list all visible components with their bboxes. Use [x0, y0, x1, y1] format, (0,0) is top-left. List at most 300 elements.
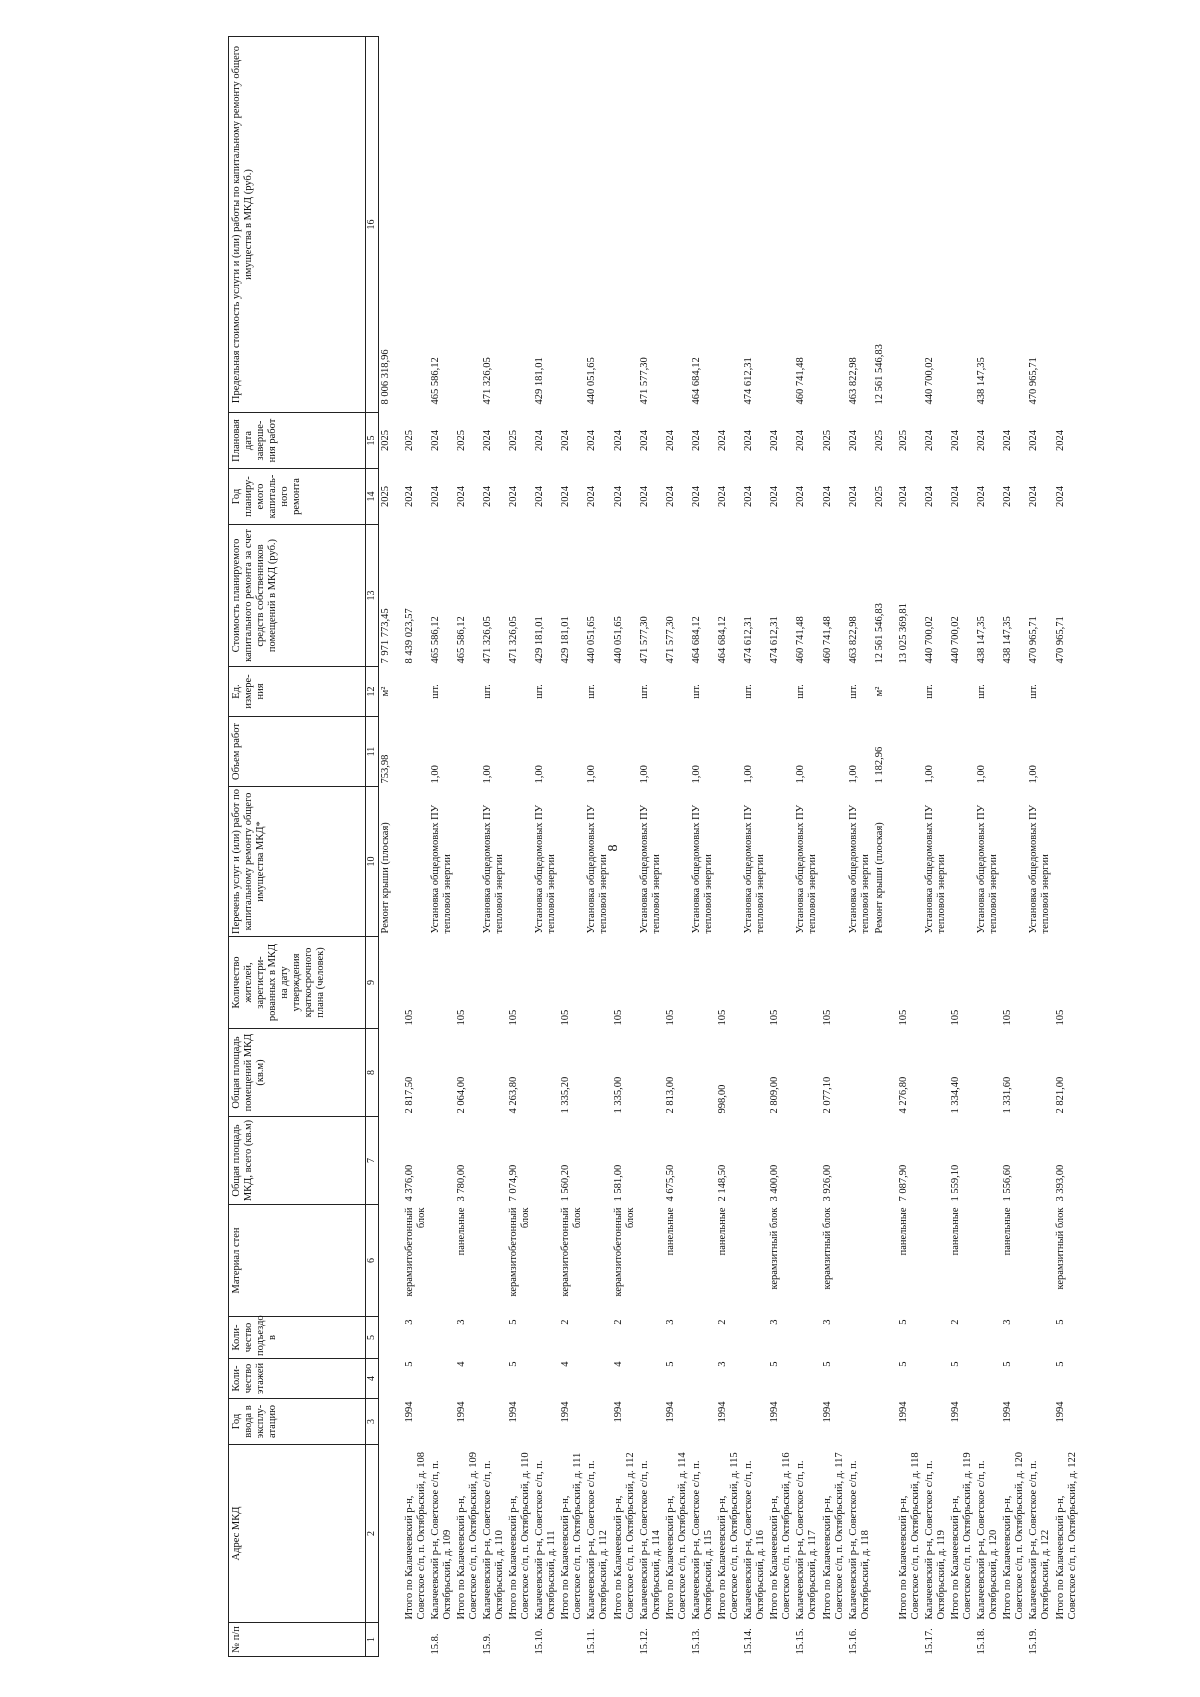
- table-cell: 474 612,31: [743, 616, 755, 664]
- table-cell: [638, 1317, 664, 1359]
- table-cell: [873, 1117, 897, 1205]
- table-cell: 438 147,35: [976, 616, 988, 664]
- table-cell: 471 577,30: [638, 357, 650, 405]
- table-cell: [481, 937, 507, 1029]
- column-header: Плановая дата заверше-ния работ: [229, 413, 366, 469]
- table-cell: 15.19.: [1028, 1628, 1040, 1655]
- table-cell: [975, 1117, 1001, 1205]
- table-cell: Установка общедомовых ПУ тепловой энергии: [638, 804, 662, 934]
- table-cell: [481, 1117, 507, 1205]
- table-cell: Ремонт крыши (плоская): [380, 822, 391, 934]
- table-cell: Калачеевский р-н, Советское с/п, п. Октябрьский, д. 118: [847, 1460, 871, 1620]
- table-cell: [379, 1623, 403, 1657]
- table-cell: [455, 717, 481, 787]
- table-cell: [923, 1317, 949, 1359]
- table-cell: 13 025 369,81: [897, 603, 909, 664]
- table-cell: 2025: [873, 430, 885, 451]
- table-cell: [873, 1359, 897, 1399]
- table-row: [847, 37, 873, 1657]
- table-row: [873, 37, 897, 1657]
- table-cell: [1027, 1029, 1053, 1117]
- table-cell: 2024: [769, 430, 781, 451]
- table-cell: [949, 667, 975, 717]
- table-cell: 465 586,12: [429, 616, 441, 664]
- table-cell: [429, 1205, 455, 1317]
- table-cell: 1 559,10: [950, 1164, 961, 1202]
- table-cell: 5: [508, 1319, 519, 1325]
- column-number: 1: [366, 1623, 379, 1657]
- table-cell: 2024: [976, 486, 988, 507]
- table-cell: 2024: [481, 430, 493, 451]
- table-cell: [403, 717, 429, 787]
- table-cell: 2024: [586, 430, 598, 451]
- table-cell: [794, 1205, 820, 1317]
- table-cell: [481, 1205, 507, 1317]
- table-header-row: [229, 37, 366, 1657]
- table-cell: 7 087,90: [897, 1164, 909, 1202]
- table-cell: [847, 1029, 873, 1117]
- table-cell: Итого по Калачеевский р-н, Советское с/п, п. Октябрьский, д. 118: [897, 1452, 921, 1620]
- table-row: [1001, 37, 1027, 1657]
- table-cell: 1994: [897, 1401, 909, 1423]
- table-cell: 1 182,96: [873, 746, 885, 784]
- table-row: [975, 37, 1001, 1657]
- table-cell: [664, 787, 690, 937]
- table-cell: [975, 1317, 1001, 1359]
- table-cell: [455, 1623, 481, 1657]
- table-cell: 3: [664, 1319, 676, 1325]
- table-cell: [873, 1205, 897, 1317]
- column-number: 16: [366, 37, 379, 413]
- table-row: [742, 37, 768, 1657]
- table-cell: Установка общедомовых ПУ тепловой энергии: [1028, 804, 1052, 934]
- column-number: 14: [366, 469, 379, 525]
- table-cell: шт.: [847, 684, 859, 699]
- table-cell: 3: [1002, 1319, 1014, 1325]
- table-cell: Итого по Калачеевский р-н, Советское с/п, п. Октябрьский, д. 117: [821, 1452, 845, 1620]
- table-cell: 2024: [976, 430, 988, 451]
- table-cell: 2024: [638, 486, 650, 507]
- table-cell: Калачеевский р-н, Советское с/п, п. Октябрьский, д. 109: [429, 1460, 453, 1620]
- table-cell: [379, 1117, 403, 1205]
- table-cell: 2024: [403, 486, 415, 507]
- table-cell: 5: [769, 1361, 781, 1367]
- table-row: [923, 37, 949, 1657]
- table-cell: панельные: [897, 1207, 909, 1256]
- table-cell: шт.: [534, 684, 546, 699]
- table-cell: [429, 1317, 455, 1359]
- table-cell: [975, 1029, 1001, 1117]
- table-cell: 5: [664, 1361, 676, 1367]
- table-cell: 3: [821, 1319, 833, 1325]
- table-cell: Итого по Калачеевский р-н, Советское с/п, п. Октябрьский, д. 114: [664, 1452, 688, 1620]
- table-cell: 1994: [403, 1401, 415, 1423]
- table-cell: панельные: [950, 1207, 961, 1256]
- table-cell: 3: [455, 1319, 467, 1325]
- table-cell: [742, 937, 768, 1029]
- table-cell: [1054, 717, 1080, 787]
- table-cell: [768, 787, 794, 937]
- table-cell: [612, 1623, 638, 1657]
- table-cell: [768, 717, 794, 787]
- table-cell: [612, 787, 638, 937]
- table-row: [716, 37, 742, 1657]
- table-cell: [638, 1359, 664, 1399]
- table-cell: 12 561 546,83: [873, 603, 885, 664]
- table-cell: [794, 1399, 820, 1445]
- table-cell: 3 400,00: [769, 1164, 781, 1202]
- table-cell: 4 276,80: [897, 1076, 909, 1114]
- table-cell: 15.11.: [586, 1628, 598, 1655]
- table-cell: 4 376,00: [403, 1164, 415, 1202]
- table-cell: [429, 937, 455, 1029]
- table-cell: 1,00: [976, 765, 988, 784]
- column-header: Год ввода в эксплу-атацию: [229, 1399, 366, 1445]
- table-cell: [533, 1117, 559, 1205]
- table-cell: Установка общедомовых ПУ тепловой энергии: [923, 804, 947, 934]
- table-cell: 460 741,48: [795, 357, 807, 405]
- table-cell: 464 684,12: [690, 616, 702, 664]
- table-cell: шт.: [1028, 684, 1040, 699]
- table-cell: [949, 37, 975, 413]
- table-cell: [923, 937, 949, 1029]
- table-cell: Установка общедомовых ПУ тепловой энергии: [534, 804, 558, 934]
- table-cell: [455, 37, 481, 413]
- table-cell: 105: [821, 1009, 833, 1026]
- table-cell: 438 147,35: [976, 357, 988, 405]
- table-cell: 2024: [690, 486, 702, 507]
- table-cell: [585, 1029, 611, 1117]
- table-cell: [379, 1445, 403, 1623]
- table-cell: 440 700,02: [950, 616, 961, 664]
- table-cell: Итого по Калачеевский р-н, Советское с/п, п. Октябрьский, д. 112: [612, 1452, 636, 1620]
- table-cell: 5: [1054, 1361, 1066, 1367]
- table-cell: [847, 1117, 873, 1205]
- table-cell: [716, 667, 742, 717]
- table-cell: 2: [717, 1319, 728, 1325]
- table-cell: 2024: [1054, 486, 1066, 507]
- table-cell: [1027, 1317, 1053, 1359]
- table-cell: 1,00: [743, 765, 755, 784]
- table-cell: 105: [612, 1009, 624, 1026]
- table-cell: 2024: [1002, 486, 1014, 507]
- table-cell: [690, 1029, 716, 1117]
- table-cell: 2024: [847, 486, 859, 507]
- table-cell: [638, 1117, 664, 1205]
- column-header: Перечень услуг и (или) работ по капитальному ремонту общего имущества МКД*: [229, 787, 366, 937]
- table-cell: 105: [403, 1009, 415, 1026]
- table-cell: 1,00: [923, 765, 935, 784]
- table-cell: 5: [403, 1361, 415, 1367]
- table-cell: 2024: [664, 486, 676, 507]
- table-cell: 1 560,20: [560, 1164, 572, 1202]
- table-cell: керамзитобетонный блок: [508, 1207, 532, 1297]
- table-cell: [379, 1205, 403, 1317]
- table-cell: 15.12.: [638, 1628, 650, 1655]
- table-cell: 2025: [508, 430, 519, 451]
- table-cell: [794, 937, 820, 1029]
- table-cell: Установка общедомовых ПУ тепловой энергии: [847, 804, 871, 934]
- table-cell: Итого по Калачеевский р-н, Советское с/п, п. Октябрьский, д. 108: [403, 1451, 427, 1620]
- table-cell: 2024: [1002, 430, 1014, 451]
- table-cell: Калачеевский р-н, Советское с/п, п. Октябрьский, д. 120: [976, 1460, 1000, 1620]
- table-cell: [873, 1317, 897, 1359]
- table-cell: [742, 1117, 768, 1205]
- column-number: 8: [366, 1029, 379, 1117]
- table-cell: [975, 1205, 1001, 1317]
- table-row: [949, 37, 975, 1657]
- table-cell: панельные: [664, 1207, 676, 1256]
- table-cell: [585, 1359, 611, 1399]
- table-cell: Установка общедомовых ПУ тепловой энергии: [586, 804, 610, 934]
- table-cell: 1 331,60: [1002, 1076, 1014, 1114]
- table-cell: [690, 1359, 716, 1399]
- column-header: Предельная стоимость услуги и (или) работы по капитальному ремонту общего имущества в МКД (руб.): [229, 37, 366, 413]
- table-cell: 440 051,65: [586, 357, 598, 405]
- table-cell: 1 556,60: [1002, 1164, 1014, 1202]
- column-number: 15: [366, 413, 379, 469]
- table-cell: [897, 787, 923, 937]
- table-cell: [1001, 787, 1027, 937]
- table-cell: 1,00: [534, 765, 546, 784]
- table-cell: [1027, 1205, 1053, 1317]
- table-cell: 7 074,90: [508, 1164, 519, 1202]
- table-cell: 2024: [612, 430, 624, 451]
- table-cell: [1001, 717, 1027, 787]
- table-row: [612, 37, 638, 1657]
- column-header: Коли-чество этажей: [229, 1359, 366, 1399]
- table-cell: 429 181,01: [534, 616, 546, 664]
- table-row: [768, 37, 794, 1657]
- table-cell: [507, 717, 533, 787]
- table-cell: шт.: [429, 684, 441, 699]
- table-cell: 2025: [403, 430, 415, 451]
- table-cell: 1,00: [481, 765, 493, 784]
- table-cell: 753,98: [380, 754, 391, 784]
- table-cell: 2024: [897, 486, 909, 507]
- table-cell: [507, 667, 533, 717]
- table-cell: 470 965,71: [1028, 357, 1040, 405]
- table-cell: Итого по Калачеевский р-н, Советское с/п, п. Октябрьский, д. 110: [508, 1452, 532, 1620]
- table-cell: [664, 667, 690, 717]
- table-cell: 440 700,02: [923, 357, 935, 405]
- table-cell: 2024: [534, 430, 546, 451]
- table-cell: 464 684,12: [690, 357, 702, 405]
- table-cell: 2024: [795, 486, 807, 507]
- table-cell: [533, 1399, 559, 1445]
- table-cell: [533, 1029, 559, 1117]
- table-cell: [794, 1359, 820, 1399]
- table-cell: [873, 1029, 897, 1117]
- table-cell: 471 326,05: [481, 616, 493, 664]
- table-cell: [429, 1359, 455, 1399]
- table-cell: керамзитный блок: [769, 1207, 781, 1290]
- table-cell: [821, 667, 847, 717]
- table-cell: 8 439 023,57: [403, 608, 415, 664]
- table-cell: [975, 937, 1001, 1029]
- table-cell: 2: [612, 1319, 624, 1325]
- table-cell: [664, 37, 690, 413]
- table-cell: 2024: [612, 486, 624, 507]
- table-cell: 1,00: [690, 765, 702, 784]
- table-cell: [768, 37, 794, 413]
- table-cell: 105: [508, 1009, 519, 1026]
- table-cell: 2024: [638, 430, 650, 451]
- table-cell: 5: [897, 1361, 909, 1367]
- table-cell: [742, 1317, 768, 1359]
- table-cell: [690, 1317, 716, 1359]
- table-cell: [638, 1399, 664, 1445]
- table-row: [1054, 37, 1080, 1657]
- table-cell: [690, 1117, 716, 1205]
- table-cell: 2024: [717, 430, 728, 451]
- table-cell: 1 581,00: [612, 1164, 624, 1202]
- table-cell: 463 822,98: [847, 616, 859, 664]
- table-cell: 438 147,35: [1002, 616, 1014, 664]
- table-cell: 8 006 318,96: [380, 349, 391, 405]
- table-cell: Установка общедомовых ПУ тепловой энергии: [481, 804, 505, 934]
- table-cell: [742, 1359, 768, 1399]
- table-cell: 2024: [821, 486, 833, 507]
- column-number: 11: [366, 717, 379, 787]
- table-cell: [949, 1623, 975, 1657]
- table-cell: 1994: [508, 1401, 519, 1423]
- column-number: 5: [366, 1317, 379, 1359]
- table-cell: [585, 1317, 611, 1359]
- column-header: Коли-чество подъездо в: [229, 1317, 366, 1359]
- table-cell: 2025: [455, 430, 467, 451]
- table-row: [897, 37, 923, 1657]
- table-cell: 2024: [743, 486, 755, 507]
- table-cell: 2024: [1054, 430, 1066, 451]
- table-cell: [1001, 667, 1027, 717]
- table-cell: 5: [950, 1361, 961, 1367]
- table-cell: 2025: [873, 486, 885, 507]
- table-cell: 2025: [380, 430, 391, 451]
- table-cell: 1,00: [638, 765, 650, 784]
- table-cell: 470 965,71: [1028, 616, 1040, 664]
- table-cell: шт.: [976, 684, 988, 699]
- column-header: № п/п: [229, 1623, 366, 1657]
- table-cell: шт.: [481, 684, 493, 699]
- column-header: Количество жителей, зарегистри-рованных в МКД на дату утверждения краткосрочного плана (человек): [229, 937, 366, 1029]
- table-cell: 2024: [690, 430, 702, 451]
- table-cell: [794, 1029, 820, 1117]
- table-cell: 471 577,30: [638, 616, 650, 664]
- table-cell: 4 263,80: [508, 1076, 519, 1114]
- table-cell: 105: [1054, 1009, 1066, 1026]
- table-cell: 1 335,20: [560, 1076, 572, 1114]
- table-cell: [379, 937, 403, 1029]
- table-cell: [533, 1317, 559, 1359]
- table-row: [507, 37, 533, 1657]
- table-cell: [1054, 1623, 1080, 1657]
- table-cell: [897, 1623, 923, 1657]
- table-cell: 465 586,12: [429, 357, 441, 405]
- table-cell: 15.10.: [534, 1628, 546, 1655]
- table-cell: 1994: [1002, 1401, 1014, 1423]
- table-cell: 2 148,50: [717, 1164, 728, 1202]
- table-cell: 15.9.: [481, 1633, 493, 1655]
- table-cell: м²: [380, 686, 391, 697]
- table-row: [533, 37, 559, 1657]
- table-cell: керамзитобетонный блок: [403, 1207, 427, 1297]
- table-cell: Установка общедомовых ПУ тепловой энергии: [795, 804, 819, 934]
- column-number: 13: [366, 525, 379, 667]
- table-cell: [664, 717, 690, 787]
- table-cell: 4 675,50: [664, 1164, 676, 1202]
- table-cell: [742, 1029, 768, 1117]
- table-cell: 15.13.: [690, 1628, 702, 1655]
- table-cell: 2024: [534, 486, 546, 507]
- table-cell: 105: [560, 1009, 572, 1026]
- column-header: Общая площадь МКД, всего (кв.м): [229, 1117, 366, 1205]
- table-cell: 1994: [717, 1401, 728, 1423]
- table-cell: Калачеевский р-н, Советское с/п, п. Октябрьский, д. 116: [743, 1460, 767, 1620]
- table-cell: [1027, 1117, 1053, 1205]
- table-cell: [1027, 1359, 1053, 1399]
- table-cell: 2024: [743, 430, 755, 451]
- table-cell: 1 334,40: [950, 1076, 961, 1114]
- column-number: 10: [366, 787, 379, 937]
- table-cell: 464 684,12: [717, 616, 728, 664]
- table-cell: керамзитобетонный блок: [560, 1207, 584, 1297]
- table-row: [481, 37, 507, 1657]
- table-cell: 1994: [455, 1401, 467, 1423]
- table-cell: [585, 937, 611, 1029]
- table-row: [559, 37, 585, 1657]
- column-number: 9: [366, 937, 379, 1029]
- table-cell: 4: [612, 1361, 624, 1367]
- table-cell: 440 051,65: [586, 616, 598, 664]
- table-cell: [923, 1359, 949, 1399]
- table-cell: 2024: [560, 486, 572, 507]
- table-cell: [690, 937, 716, 1029]
- table-cell: 460 741,48: [821, 616, 833, 664]
- table-cell: шт.: [690, 684, 702, 699]
- table-cell: 465 586,12: [455, 616, 467, 664]
- table-cell: [1054, 787, 1080, 937]
- table-row: [403, 37, 429, 1657]
- table-cell: 105: [769, 1009, 781, 1026]
- table-cell: 2024: [950, 430, 961, 451]
- table-cell: 429 181,01: [534, 357, 546, 405]
- table-cell: панельные: [1002, 1207, 1014, 1256]
- table-cell: [847, 1205, 873, 1317]
- table-cell: 3 393,00: [1054, 1164, 1066, 1202]
- table-row: [379, 37, 403, 1657]
- table-cell: шт.: [638, 684, 650, 699]
- table-cell: 471 326,05: [508, 616, 519, 664]
- table-cell: 4: [455, 1361, 467, 1367]
- table-cell: [873, 937, 897, 1029]
- table-row: [1027, 37, 1053, 1657]
- table-cell: 2024: [560, 430, 572, 451]
- table-cell: 2024: [1028, 430, 1040, 451]
- table-cell: 1,00: [586, 765, 598, 784]
- table-cell: Итого по Калачеевский р-н, Советское с/п, п. Октябрьский, д. 111: [560, 1452, 584, 1620]
- table-cell: [716, 717, 742, 787]
- table-cell: 2025: [380, 486, 391, 507]
- table-cell: 998,00: [717, 1084, 728, 1114]
- table-cell: 5: [1054, 1319, 1066, 1325]
- table-cell: 2024: [950, 486, 961, 507]
- table-cell: Итого по Калачеевский р-н, Советское с/п, п. Октябрьский, д. 116: [769, 1452, 793, 1620]
- table-cell: 474 612,31: [743, 357, 755, 405]
- table-cell: шт.: [923, 684, 935, 699]
- table-cell: [923, 1029, 949, 1117]
- column-header: Адрес МКД: [229, 1445, 366, 1623]
